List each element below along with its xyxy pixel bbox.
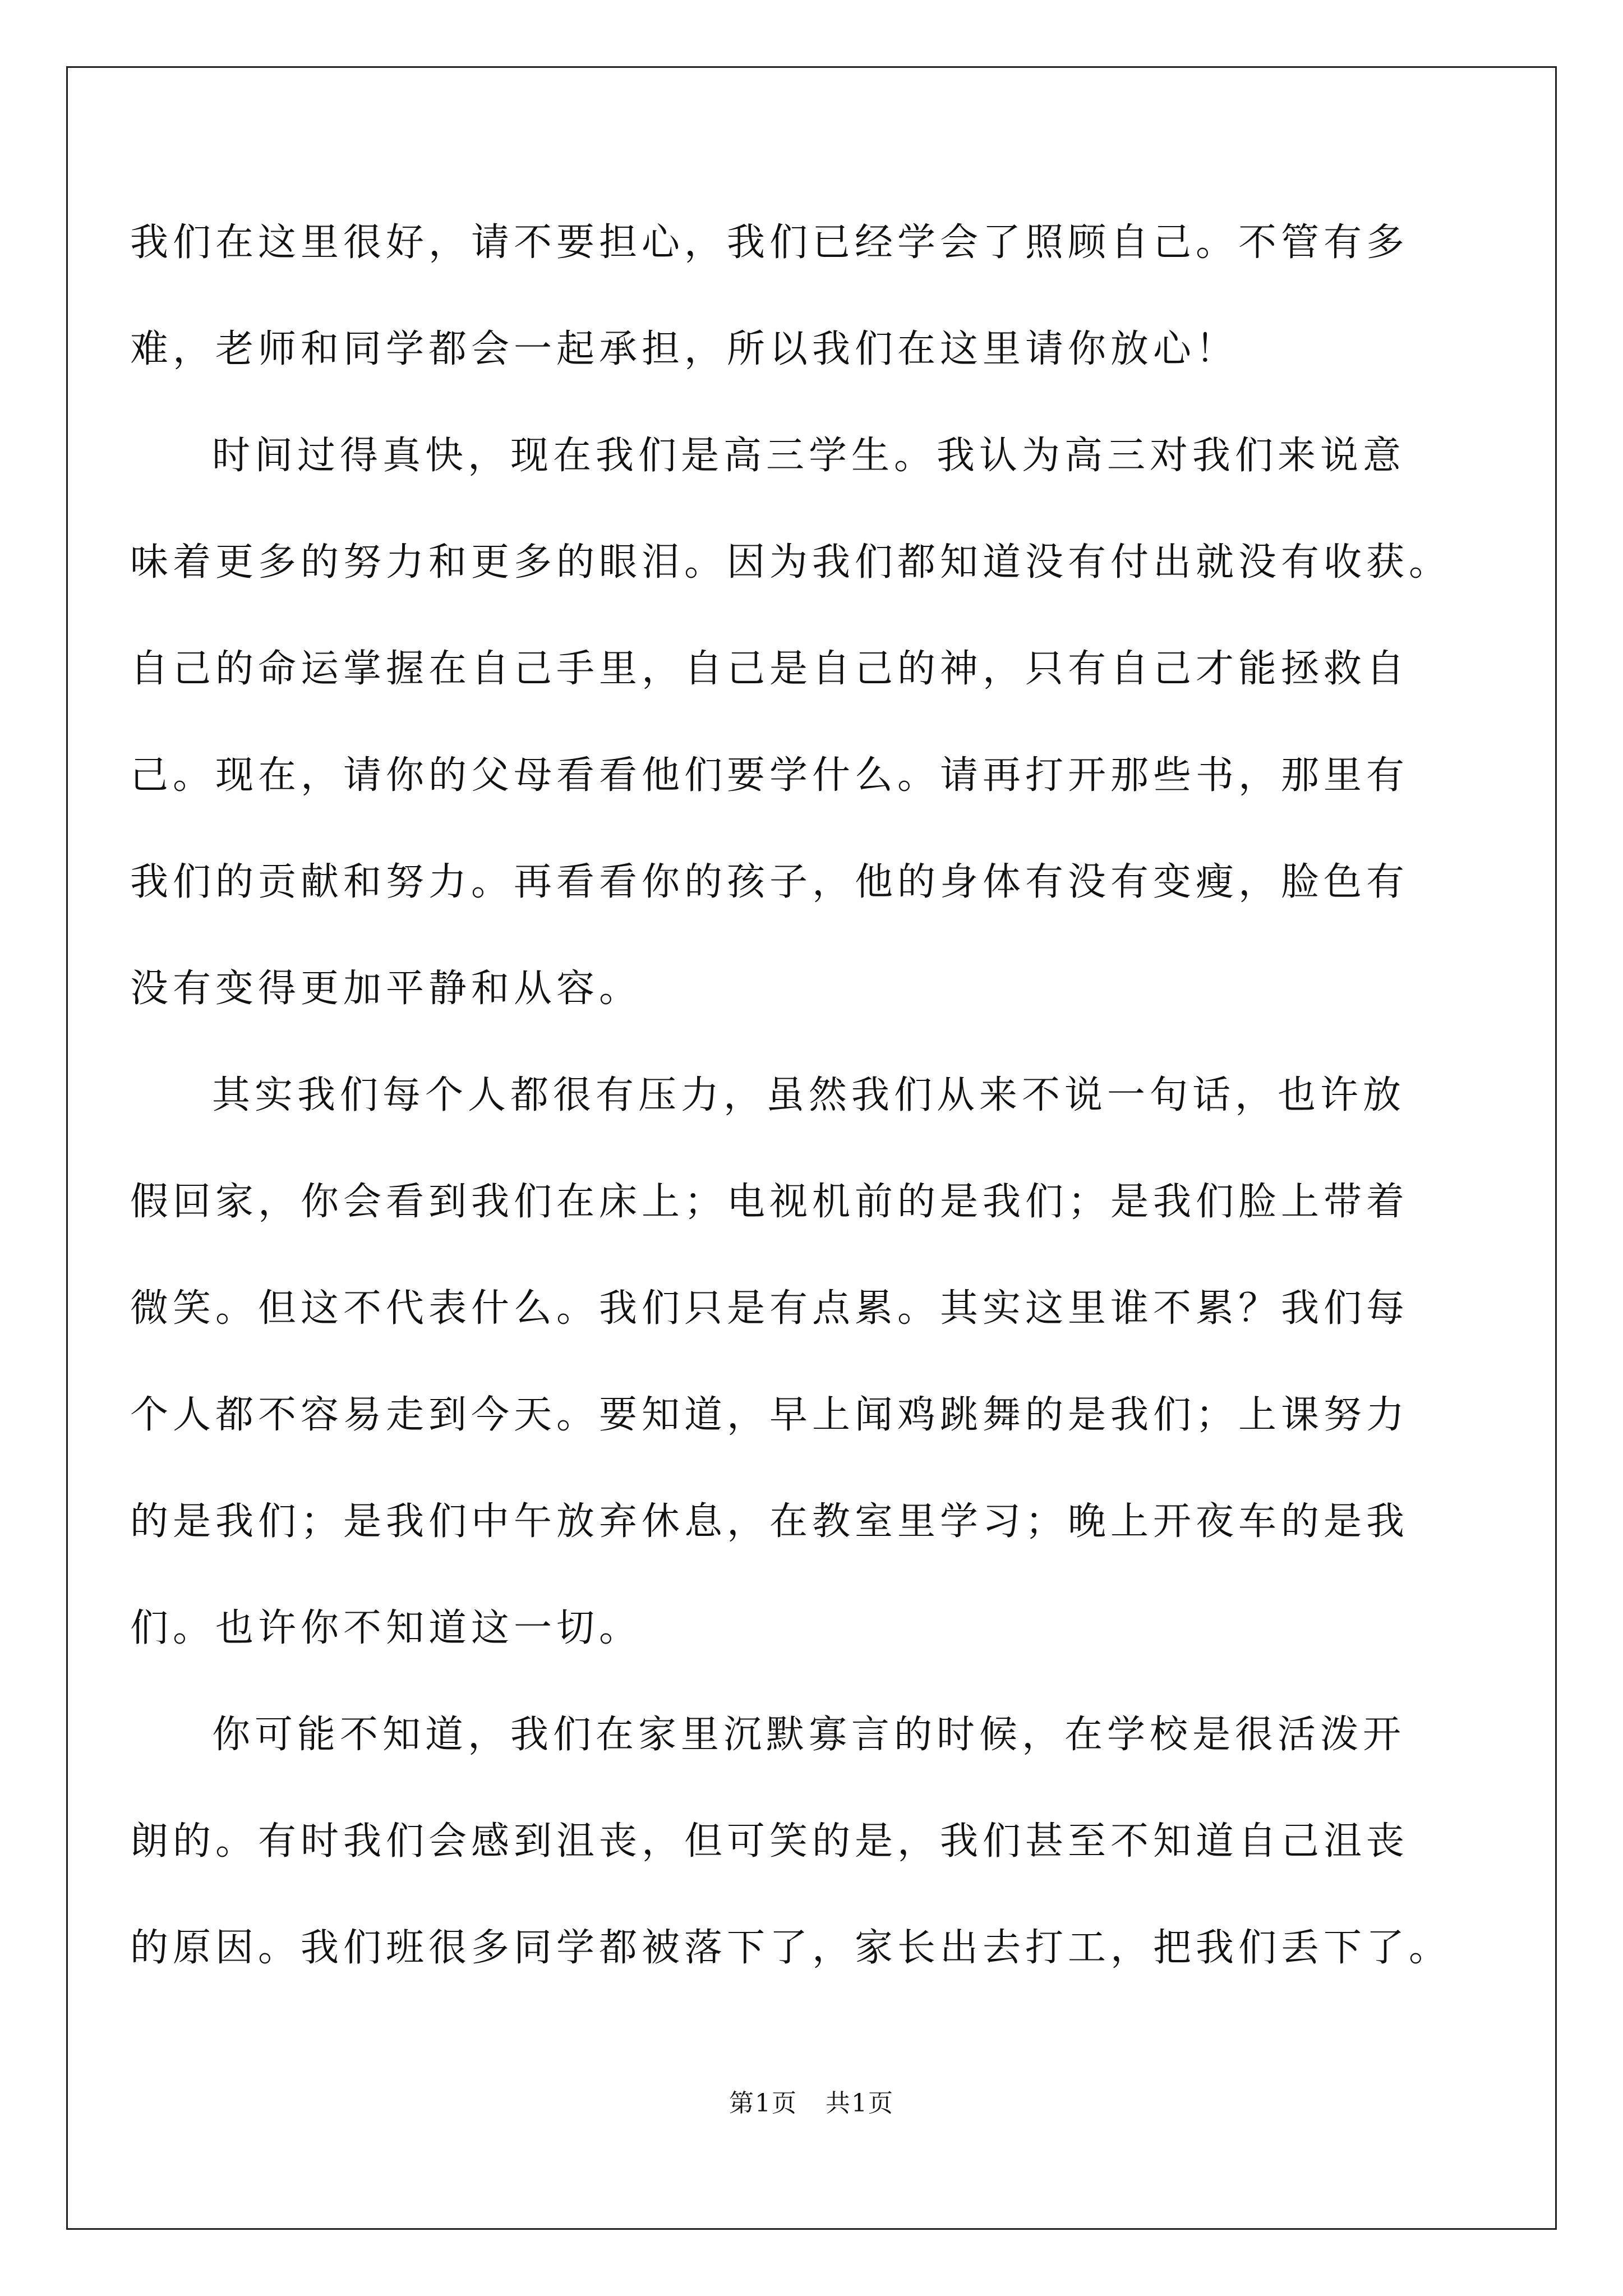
paragraph [130,190,1485,403]
text-line: 难，老师和同学都会一起承担，所以我们在这里请你放心！ [130,327,1239,371]
text-line: 其实我们每个人都很有压力，虽然我们从来不说一句话，也许放 [212,1073,1406,1117]
text-line: 我们的贡献和努力。再看看你的孩子，他的身体有没有变瘦，脸色有 [130,860,1409,904]
text-line: 时间过得真快，现在我们是高三学生。我认为高三对我们来说意 [212,434,1406,478]
text-line: 的是我们；是我们中午放弃休息，在教室里学习；晚上开夜车的是我 [130,1499,1409,1544]
text-line: 没有变得更加平静和从容。 [130,967,642,1011]
text-line: 微笑。但这不代表什么。我们只是有点累。其实这里谁不累？我们每 [130,1286,1409,1331]
text-line: 己。现在，请你的父母看看他们要学什么。请再打开那些书，那里有 [130,753,1409,798]
text-line: 们。也许你不知道这一切。 [130,1606,642,1650]
paragraph [130,1682,1485,2001]
paragraph [130,1042,1485,1682]
text-line: 你可能不知道，我们在家里沉默寡言的时候，在学校是很活泼开 [212,1713,1406,1757]
page-total: 共1页 [826,2089,894,2118]
text-line: 我们在这里很好，请不要担心，我们已经学会了照顾自己。不管有多 [130,220,1409,265]
text-line: 自己的命运掌握在自己手里，自己是自己的神，只有自己才能拯救自 [130,647,1409,691]
document-body [130,190,1485,2001]
text-line: 朗的。有时我们会感到沮丧，但可笑的是，我们甚至不知道自己沮丧 [130,1819,1409,1864]
page-footer [0,2087,1623,2120]
page-number: 第1页 [729,2089,797,2118]
paragraph [130,403,1485,1042]
text-line: 味着更多的努力和更多的眼泪。因为我们都知道没有付出就没有收获。 [130,540,1452,585]
text-line: 的原因。我们班很多同学都被落下了，家长出去打工，把我们丢下了。 [130,1926,1452,1970]
text-line: 假回家，你会看到我们在床上；电视机前的是我们；是我们脸上带着 [130,1180,1409,1224]
text-line: 个人都不容易走到今天。要知道，早上闻鸡跳舞的是我们；上课努力 [130,1393,1409,1437]
